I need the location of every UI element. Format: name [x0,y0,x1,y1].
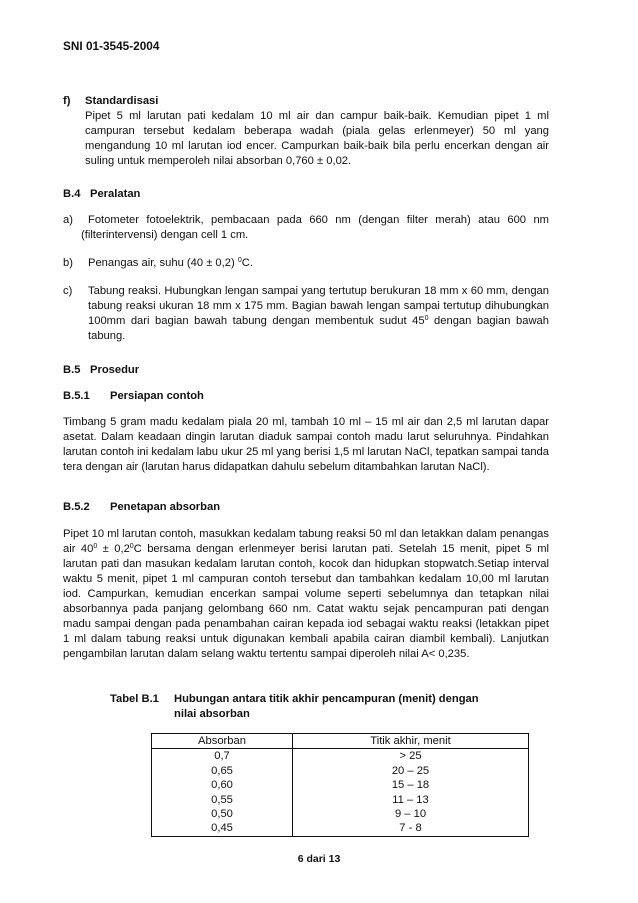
item-a-text [88,213,549,228]
table-row [152,764,529,778]
item-b-label: b) [63,257,73,269]
section-b51-number: B.5.1 [63,390,90,402]
section-f-body: Pipet 5 ml larutan pati kedalam 10 ml air dan campur baik-baik. Kemudian pipet 1 ml campuran tersebut kedalam beberapa wadah (piala gelas erlenmeyer) 50 ml yang mengandung 10 ml larutan iod encer. Campurkan baik-baik bila perlu encerkan dengan air suling untuk memperoleh nilai absorban 0,760 ± 0,02. [85,110,549,167]
table-row [152,793,529,807]
section-b52-title: Penetapan absorban [110,501,221,513]
cell-titik: 9 – 10 [293,807,529,821]
table-caption-line1: Hubungan antara titik akhir pencampuran (menit) dengan [174,693,479,705]
section-b52-body: Pipet 10 ml larutan contoh, masukkan kedalam tabung reaksi 50 ml dan letakkan dalam penangas air $40^0 \pm 0,2^0C$ bersama dengan erlenmeyer berisi larutan pati. Setelah 15 menit, pipet 5 ml larutan pati dan masukan kedalam larutan contoh, kocok dan hidupkan stopwatch.Setiap interval waktu 5 menit, pipet 1 ml campuran contoh tersebut dan tambahkan kedalam 10,00 ml larutan iod. Campurkan, kemudian encerkan sampai volume seperti sebelumnya dan tetapkan nilai absorbannya pada panjang gelombang 660 nm. Catat waktu sejak pencampuran pati dengan madu sampai dengan pada penambahan cairan kepada iod sebagai waktu reaksi (letakkan pipet 1 ml dalam tabung reaksi untuk digunakan kembali apabila cairan diambil kembali). Lanjutkan pengambilan larutan dalam selang waktu tertentu sampai diperoleh nilai A< 0,235. [63,528,549,660]
item-b-text: Penangas air, suhu (40 ± 0,2) $^0$C. [88,257,253,269]
section-f-title: Standardisasi [85,95,159,107]
cell-absorban: 0,65 [152,764,293,778]
item-c-text: Tabung reaksi. Hubungkan lengan sampai yang tertutup berukuran 18 mm x 60 mm, dengan tabung reaksi ukuran 18 mm x 175 mm. Bagian bawah lengan sampai tertutup dihubungkan 100mm dari bagian bawah tabung dengan membentuk sudut $45^0$ dengan bagian bawah tabung. [88,285,549,342]
table-row [152,778,529,792]
col-header-absorban: Absorban [152,734,293,749]
item-c-label: c) [63,285,73,297]
cell-titik: > 25 [293,749,529,764]
cell-titik: 11 – 13 [293,793,529,807]
absorban-table [151,733,529,837]
section-b4-title: Peralatan [90,188,141,200]
table-caption-line2: nilai absorban [174,708,250,720]
table-caption-label: Tabel B.1 [110,693,159,705]
cell-titik: 15 – 18 [293,778,529,792]
table-row [152,807,529,821]
page-number: 6 dari 13 [297,853,341,865]
section-b5-title: Prosedur [90,364,140,376]
cell-titik: 20 – 25 [293,764,529,778]
cell-absorban: 0,60 [152,778,293,792]
table-row [152,821,529,836]
cell-absorban: 0,7 [152,749,293,764]
document-id: SNI 01-3545-2004 [63,39,160,53]
section-b51-title: Persiapan contoh [110,390,204,402]
cell-absorban: 0,55 [152,793,293,807]
col-header-titik: Titik akhir, menit [293,734,529,749]
section-b5-number: B.5 [63,364,81,376]
cell-absorban: 0,50 [152,807,293,821]
section-f-label: f) [63,95,71,107]
section-b4-number: B.4 [63,188,81,200]
section-b51-body: Timbang 5 gram madu kedalam piala 20 ml, tambah 10 ml – 15 ml air dan 2,5 ml larutan dapar asetat. Dalam keadaan dingin larutan diaduk sampai contoh madu larut seluruhnya. Pindahkan larutan contoh ini kedalam labu ukur 25 ml yang berisi 1,5 ml larutan NaCl, tepatkan sampai tanda tera dengan air (larutan harus didapatkan dahulu sebelum ditambahkan larutan NaCl). [63,416,549,473]
item-a-label: a) [63,214,73,226]
cell-absorban: 0,45 [152,821,293,836]
item-a-line1: Fotometer fotoelektrik, pembacaan pada 660 nm (dengan filter merah) atau 600 nm [88,214,549,226]
item-a-line2: (filterintervensi) dengan cell 1 cm. [81,229,249,241]
table-header-row [152,734,529,749]
table-row [152,749,529,764]
cell-titik: 7 - 8 [293,821,529,836]
section-b52-number: B.5.2 [63,501,90,513]
